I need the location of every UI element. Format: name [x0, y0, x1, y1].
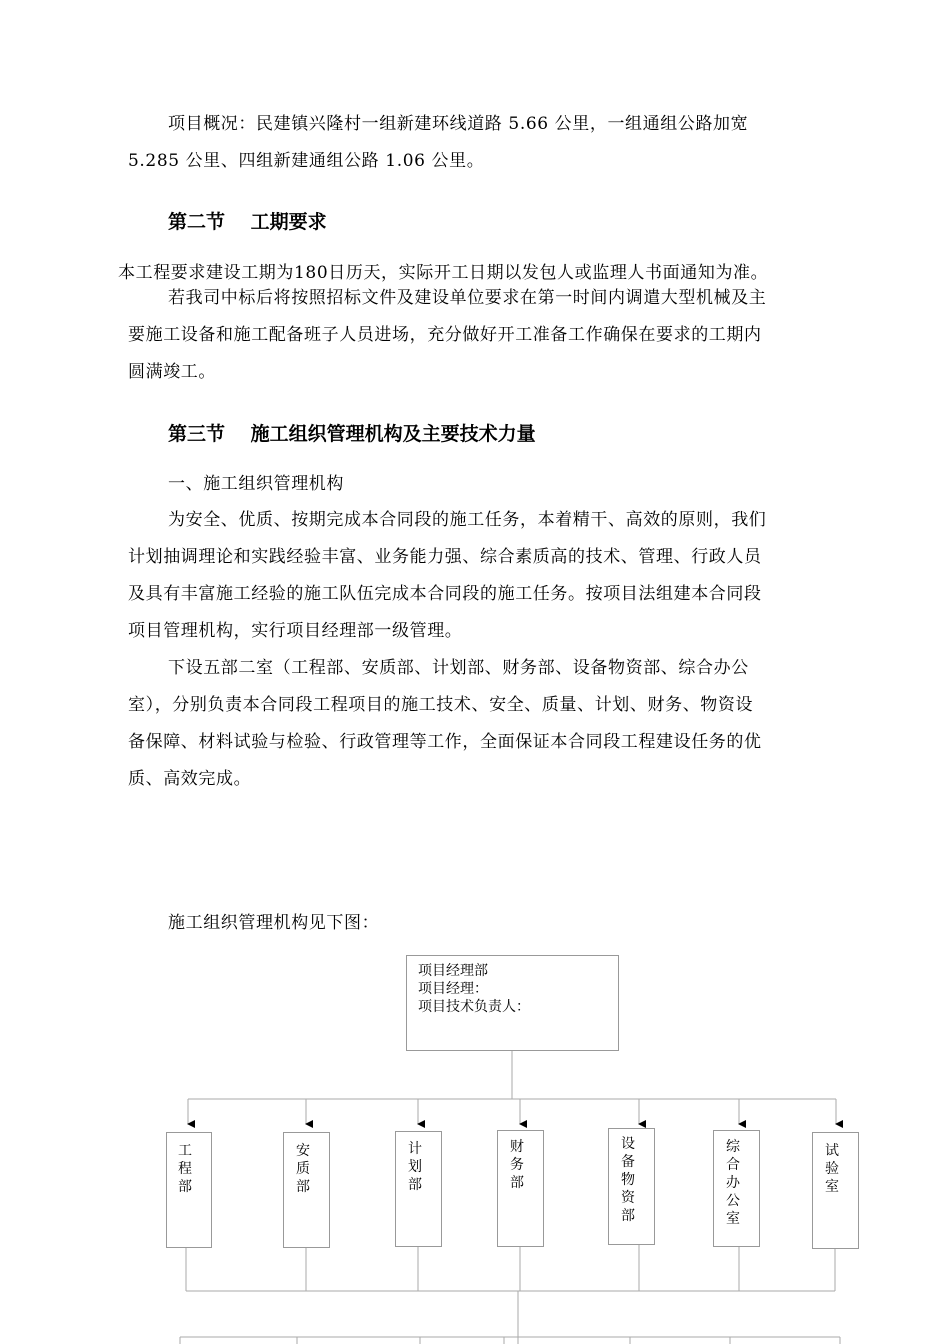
section-3-paragraph-2-line-4: 质、高效完成。 [128, 769, 252, 789]
overview-line-1: 项目概况：民建镇兴隆村一组新建环线道路 5.66 公里，一组通组公路加宽 [168, 114, 749, 134]
org-box-project-manager: 项目经理： [418, 981, 488, 997]
section-2-paragraph-2-line-3: 圆满竣工。 [128, 362, 216, 382]
org-box-jihua-label: 计划部 [408, 1141, 422, 1193]
section-3-subheading-1: 一、施工组织管理机构 [168, 474, 344, 494]
org-box-gongcheng [166, 1132, 212, 1248]
org-box-zonghe [713, 1130, 760, 1247]
org-box-zonghe-label: 综合办公室 [726, 1139, 740, 1227]
org-box-shiyan [812, 1132, 859, 1249]
org-box-project-dept-title: 项目经理部 [418, 963, 488, 979]
section-3-paragraph-1-line-3: 及具有丰富施工经验的施工队伍完成本合同段的施工任务。按项目法组建本合同段 [128, 584, 762, 604]
org-box-gongcheng-label: 工程部 [178, 1143, 192, 1195]
section-3-paragraph-2-line-1: 下设五部二室（工程部、安质部、计划部、财务部、设备物资部、综合办公 [168, 658, 749, 678]
org-box-shebei [608, 1128, 655, 1245]
section-3-paragraph-1-line-4: 项目管理机构，实行项目经理部一级管理。 [128, 621, 463, 641]
overview-line-2: 5.285 公里、四组新建通组公路 1.06 公里。 [128, 151, 485, 171]
org-box-project-dept [406, 955, 619, 1051]
section-2-heading: 第二节 工期要求 [168, 211, 327, 233]
section-2-paragraph-2-line-2: 要施工设备和施工配备班子人员进场，充分做好开工准备工作确保在要求的工期内 [128, 325, 762, 345]
org-box-anzhi [283, 1132, 330, 1248]
section-3-paragraph-1-line-2: 计划抽调理论和实践经验丰富、业务能力强、综合素质高的技术、管理、行政人员 [128, 547, 762, 567]
section-3-paragraph-1-line-1: 为安全、优质、按期完成本合同段的施工任务，本着精干、高效的原则，我们 [168, 510, 767, 530]
org-box-caiwu-label: 财务部 [510, 1139, 524, 1191]
org-box-shebei-label: 设备物资部 [621, 1136, 635, 1224]
section-3-heading: 第三节 施工组织管理机构及主要技术力量 [168, 423, 536, 445]
org-box-shiyan-label: 试验室 [825, 1143, 839, 1195]
org-box-jihua [395, 1131, 442, 1247]
org-box-caiwu [497, 1130, 544, 1247]
section-3-paragraph-2-line-3: 备保障、材料试验与检验、行政管理等工作，全面保证本合同段工程建设任务的优 [128, 732, 762, 752]
section-2-paragraph-2-line-1: 若我司中标后将按照招标文件及建设单位要求在第一时间内调遣大型机械及主 [168, 288, 767, 308]
org-chart-intro: 施工组织管理机构见下图： [168, 913, 380, 933]
section-2-paragraph-1: 本工程要求建设工期为180日历天，实际开工日期以发包人或监理人书面通知为准。 [118, 263, 769, 283]
org-box-anzhi-label: 安质部 [296, 1143, 310, 1195]
section-3-paragraph-2-line-2: 室），分别负责本合同段工程项目的施工技术、安全、质量、计划、财务、物资设 [128, 695, 754, 715]
org-box-tech-lead: 项目技术负责人： [418, 999, 530, 1015]
